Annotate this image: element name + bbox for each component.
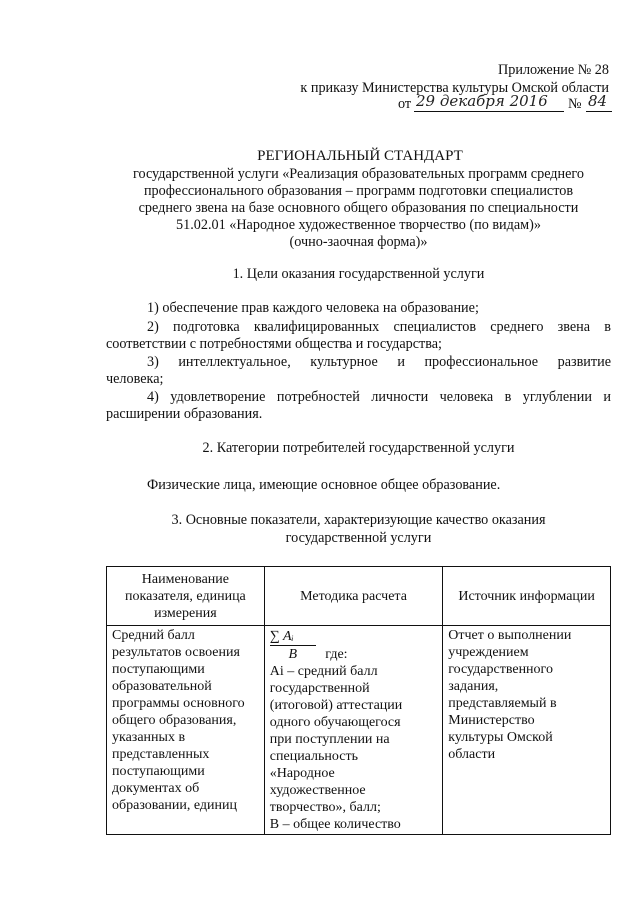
goal-item-3: 3) интеллектуальное, культурное и профессиональное развитие bbox=[147, 354, 611, 370]
formula-denominator-row bbox=[270, 646, 437, 663]
header-source-line: Источник информации bbox=[458, 588, 595, 604]
consumer-category-text: Физические лица, имеющие основное общее образование. bbox=[147, 477, 501, 493]
source-line: задания, bbox=[448, 679, 499, 694]
source-line: области bbox=[448, 747, 496, 762]
method-line: государственной bbox=[269, 681, 370, 696]
section-3-heading-2: государственной услуги bbox=[285, 530, 432, 546]
number-underline bbox=[586, 111, 612, 112]
date-underline bbox=[414, 111, 564, 112]
section-2-heading: 2. Категории потребителей государственной услуги bbox=[202, 440, 515, 456]
appendix-number: Приложение № 28 bbox=[498, 62, 609, 78]
title-line-1: государственной услуги «Реализация образовательных программ среднего bbox=[133, 166, 584, 182]
source-line: представляемый в bbox=[448, 696, 557, 711]
header-indicator-line: Наименование bbox=[141, 571, 229, 587]
cell-indicator bbox=[107, 626, 265, 835]
method-line: B – общее количество bbox=[269, 817, 401, 832]
document-title: РЕГИОНАЛЬНЫЙ СТАНДАРТ bbox=[257, 148, 463, 164]
source-line: культуры Омской bbox=[448, 730, 553, 745]
goal-item-2-cont: соответствии с потребностями общества и государства; bbox=[106, 336, 442, 352]
header-indicator-line: показателя, единица bbox=[125, 588, 246, 604]
cell-method bbox=[264, 626, 442, 835]
goal-item-4: 4) удовлетворение потребностей личности человека в углублении и bbox=[147, 389, 611, 405]
method-line: при поступлении на bbox=[269, 732, 390, 747]
indicator-line: представленных bbox=[112, 747, 210, 762]
indicator-line: результатов освоения bbox=[112, 645, 240, 660]
method-line: «Народное bbox=[269, 766, 335, 781]
goal-item-4-cont: расширении образования. bbox=[106, 406, 263, 422]
indicator-line: программы основного bbox=[112, 696, 245, 711]
indicator-line: общего образования, bbox=[112, 713, 237, 728]
indicator-line: документах об bbox=[112, 781, 200, 796]
section-1-heading: 1. Цели оказания государственной услуги bbox=[232, 266, 485, 282]
order-date-line bbox=[398, 92, 613, 116]
indicator-line: образовании, единиц bbox=[112, 798, 238, 813]
title-line-4: 51.02.01 «Народное художественное творчество (по видам)» bbox=[176, 217, 541, 233]
source-line: учреждением bbox=[448, 645, 529, 660]
method-line: специальность bbox=[269, 749, 358, 764]
formula-where: где: bbox=[325, 647, 348, 662]
handwritten-number: 84 bbox=[588, 92, 608, 110]
formula-numerator: ∑ Aᵢ bbox=[270, 627, 316, 646]
indicator-line: поступающими bbox=[112, 764, 205, 779]
header-method-line: Методика расчета bbox=[300, 588, 407, 604]
source-line: Отчет о выполнении bbox=[448, 628, 572, 643]
method-line: Ai – средний балл bbox=[269, 664, 378, 679]
indicator-line: образовательной bbox=[112, 679, 212, 694]
method-line: творчество», балл; bbox=[269, 800, 381, 815]
goal-item-2: 2) подготовка квалифицированных специалистов среднего звена в bbox=[147, 319, 611, 335]
indicator-line: Средний балл bbox=[112, 628, 195, 643]
table-header-row bbox=[107, 567, 611, 626]
header-indicator bbox=[107, 567, 265, 626]
section-3-heading-1: 3. Основные показатели, характеризующие качество оказания bbox=[171, 512, 546, 528]
method-line: одного обучающегося bbox=[269, 715, 401, 730]
source-line: Министерство bbox=[448, 713, 535, 728]
header-method bbox=[264, 567, 442, 626]
source-line: государственного bbox=[448, 662, 553, 677]
title-line-5: (очно-заочная форма)» bbox=[289, 234, 428, 250]
method-line: (итоговой) аттестации bbox=[269, 698, 403, 713]
header-source bbox=[443, 567, 611, 626]
order-reference: к приказу Министерства культуры Омской области bbox=[300, 80, 609, 96]
from-label: от bbox=[398, 96, 412, 112]
goal-item-3-cont: человека; bbox=[106, 371, 164, 387]
cell-source bbox=[443, 626, 611, 835]
title-line-2: профессионального образования – программ подготовки специалистов bbox=[143, 183, 574, 199]
handwritten-date: 29 декабря 2016 bbox=[416, 92, 548, 110]
quality-indicators-table bbox=[106, 566, 611, 835]
method-line: художественное bbox=[269, 783, 366, 798]
formula-denominator: B bbox=[288, 647, 298, 662]
title-line-3: среднего звена на базе основного общего образования по специальности bbox=[138, 200, 579, 216]
number-label: № bbox=[568, 96, 582, 112]
indicator-line: поступающими bbox=[112, 662, 205, 677]
table-row bbox=[107, 626, 611, 835]
goal-item-1: 1) обеспечение прав каждого человека на образование; bbox=[147, 300, 479, 316]
header-indicator-line: измерения bbox=[154, 605, 217, 621]
indicator-line: указанных в bbox=[112, 730, 186, 745]
